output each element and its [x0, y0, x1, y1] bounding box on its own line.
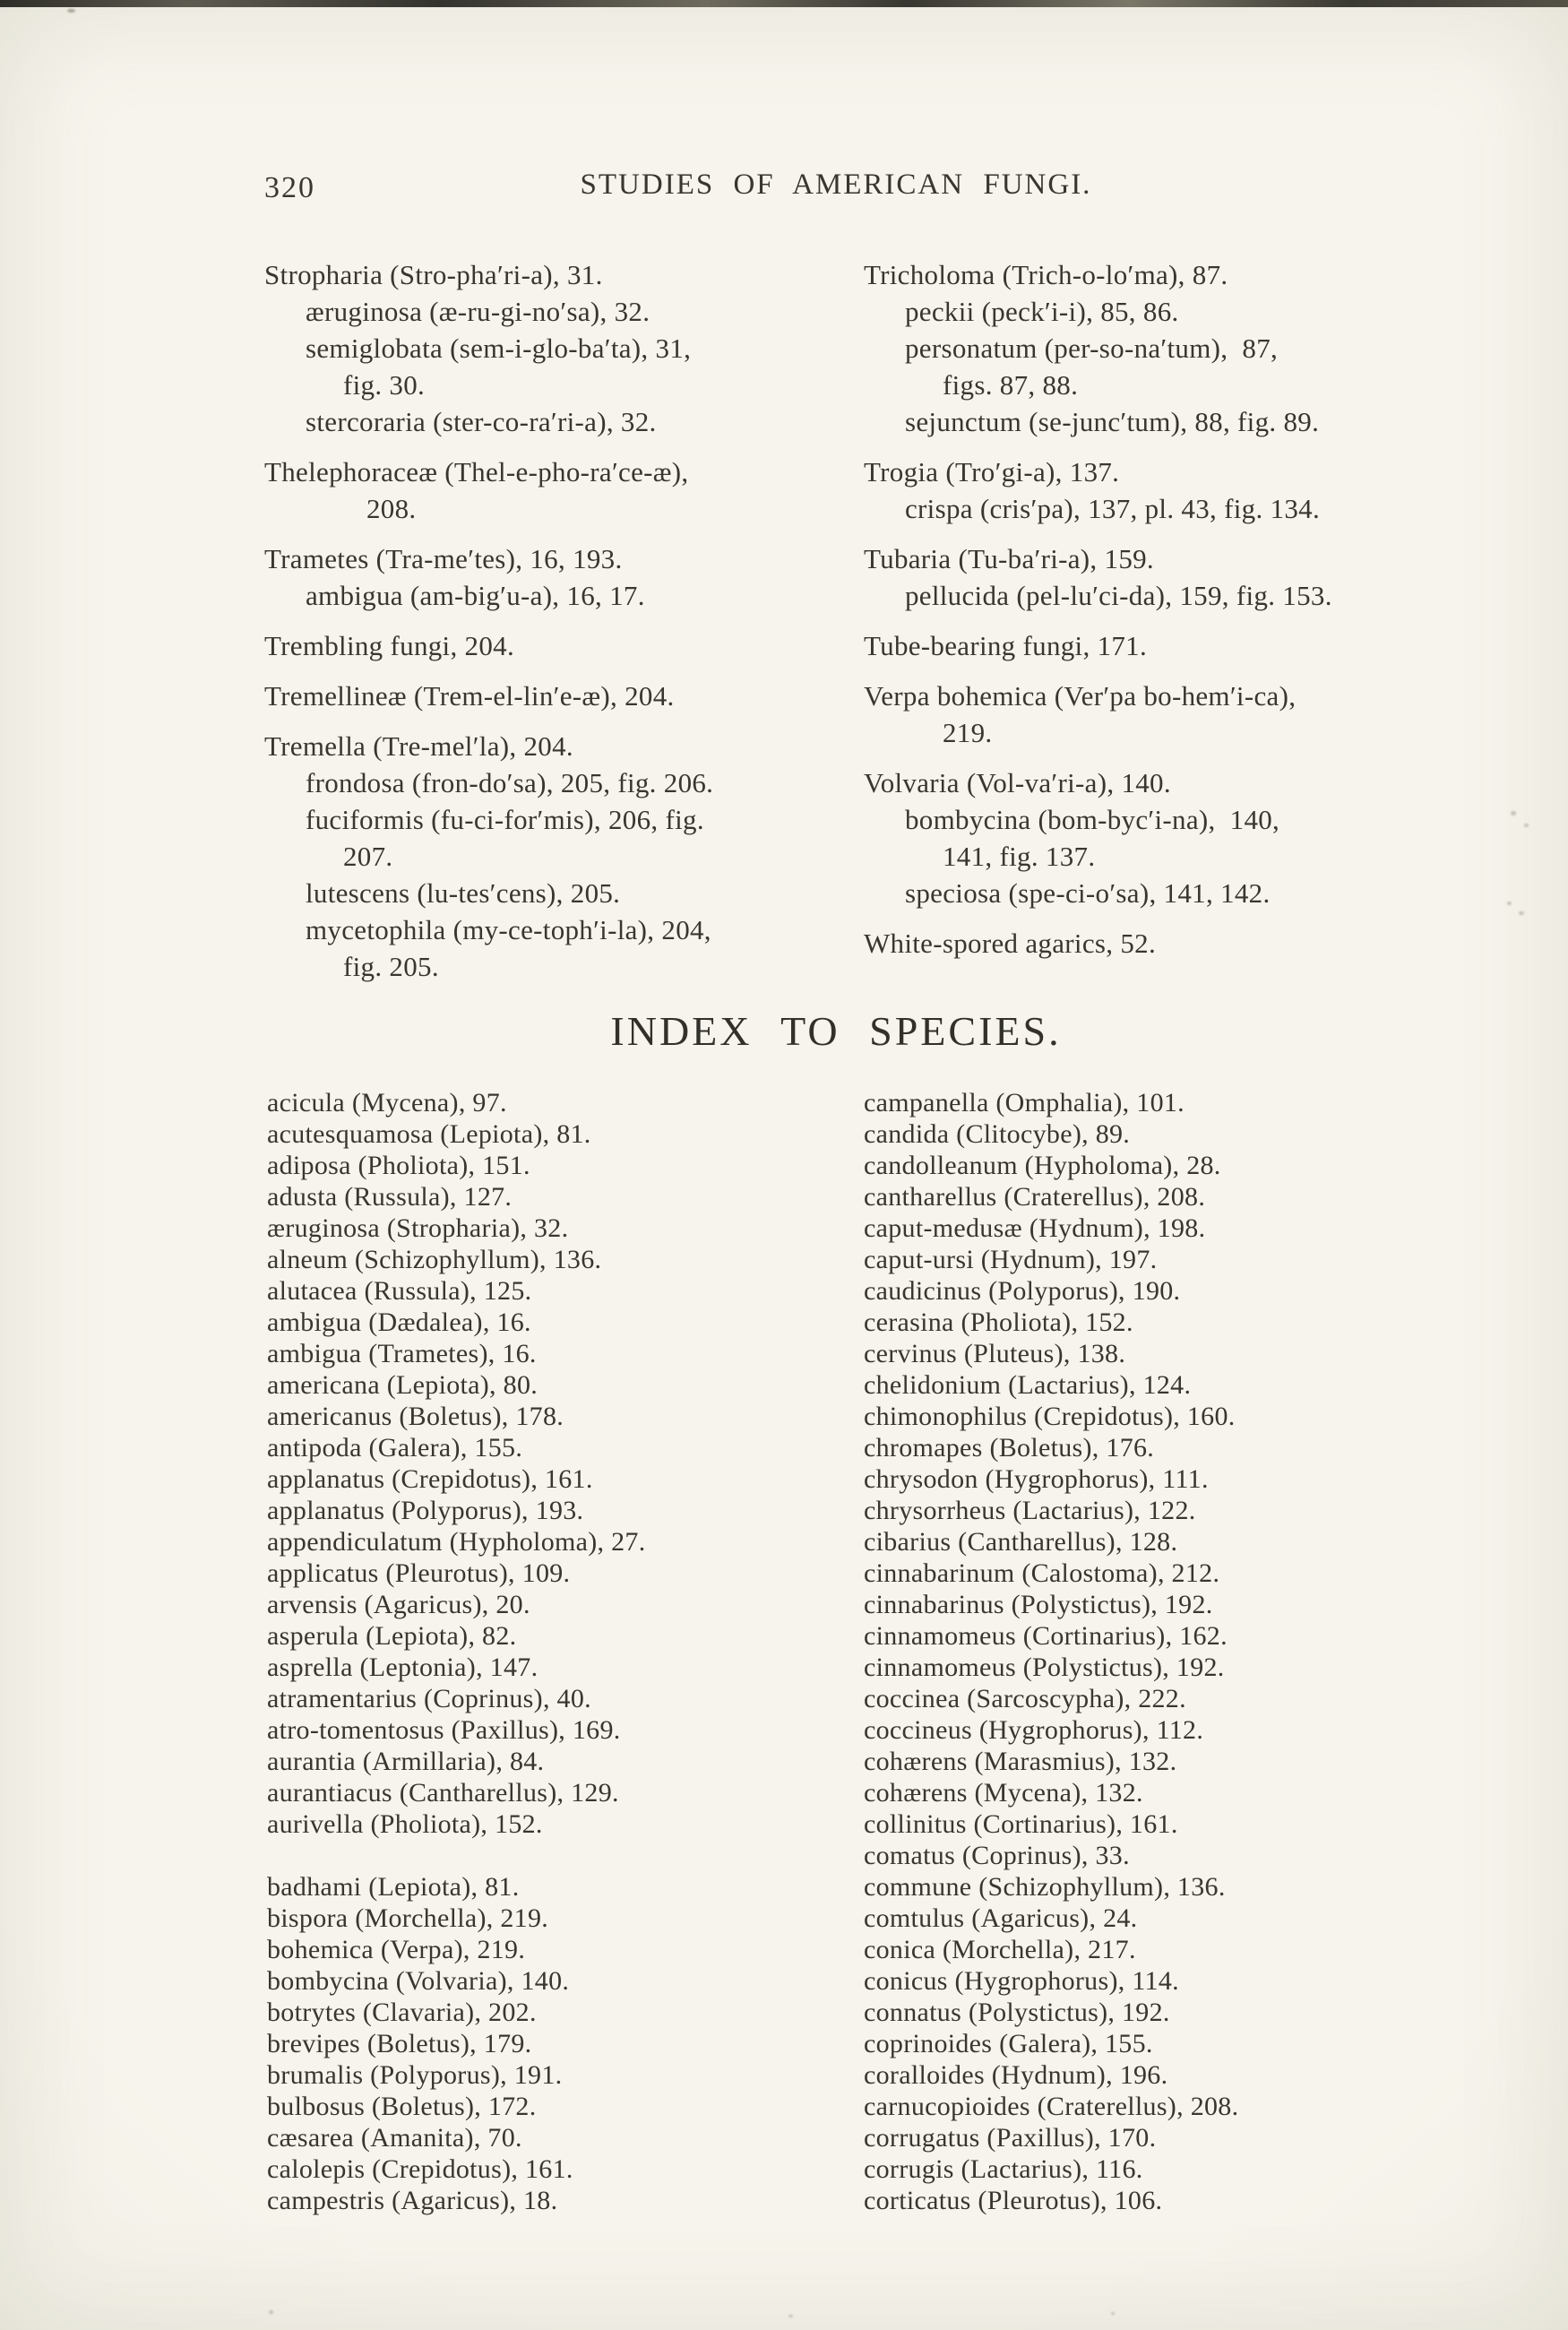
index-entry: bombycina (bom-byc′i-na), 140,	[905, 804, 1280, 835]
index-group	[864, 764, 1412, 911]
index-entry: bulbosus (Boletus), 172.	[267, 2092, 537, 2121]
index-entry: chelidonium (Lactarius), 124.	[864, 1370, 1192, 1400]
index-entry: Tube-bearing fungi, 171.	[864, 630, 1148, 661]
index-group	[267, 1087, 815, 1840]
index-entry: conicus (Hygrophorus), 114.	[864, 1966, 1179, 1996]
index-entry: campanella (Omphalia), 101.	[864, 1088, 1185, 1118]
index-entry: chrysorrheus (Lactarius), 122.	[864, 1496, 1196, 1525]
index-entry: caudicinus (Polyporus), 190.	[864, 1276, 1181, 1306]
index-entry: speciosa (spe-ci-o′sa), 141, 142.	[905, 877, 1271, 909]
index-entry: æruginosa (Stropharia), 32.	[267, 1213, 569, 1243]
index-entry: cervinus (Pluteus), 138.	[864, 1339, 1126, 1368]
index-entry: pellucida (pel-lu′ci-da), 159, fig. 153.	[905, 580, 1332, 611]
scan-speck	[1111, 2312, 1115, 2315]
index-group	[864, 453, 1412, 527]
index-entry: cohærens (Mycena), 132.	[864, 1778, 1143, 1808]
index-group	[864, 677, 1412, 751]
index-entry: Stropharia (Stro-pha′ri-a), 31.	[264, 259, 603, 290]
index-entry: æruginosa (æ-ru-gi-no′sa), 32.	[306, 296, 650, 327]
index-entry: bispora (Morchella), 219.	[267, 1903, 549, 1933]
index-entry: americana (Lepiota), 80.	[267, 1370, 538, 1400]
index-entry: fuciformis (fu-ci-for′mis), 206, fig.	[306, 804, 704, 835]
index-entry: ambigua (Dædalea), 16.	[267, 1307, 531, 1337]
index-entry: conica (Morchella), 217.	[864, 1935, 1136, 1964]
index-entry: peckii (peck′i-i), 85, 86.	[905, 296, 1179, 327]
index-entry: cinnabarinum (Calostoma), 212.	[864, 1558, 1220, 1588]
index-entry: Trogia (Tro′gi-a), 137.	[864, 456, 1120, 488]
index-entry: cantharellus (Craterellus), 208.	[864, 1182, 1206, 1212]
index-entry: cinnamomeus (Polystictus), 192.	[864, 1653, 1225, 1682]
index-entry: applanatus (Crepidotus), 161.	[267, 1464, 593, 1494]
index-entry: adusta (Russula), 127.	[267, 1182, 513, 1212]
index-entry: Trametes (Tra-me′tes), 16, 193.	[264, 543, 623, 574]
index-entry: coccinea (Sarcoscypha), 222.	[864, 1684, 1186, 1713]
index-entry: figs. 87, 88.	[943, 369, 1079, 401]
running-header: STUDIES OF AMERICAN FUNGI.	[580, 168, 1092, 201]
genus-index-left-column	[264, 256, 813, 998]
index-entry: mycetophila (my-ce-toph′i-la), 204,	[306, 914, 711, 945]
page-number: 320	[264, 171, 315, 204]
scan-speck	[67, 9, 75, 13]
index-entry: ambigua (Trametes), 16.	[267, 1339, 537, 1368]
index-entry: coprinoides (Galera), 155.	[864, 2029, 1153, 2058]
index-entry: aurantia (Armillaria), 84.	[267, 1747, 545, 1776]
scan-speck	[1507, 902, 1512, 905]
index-entry: aurivella (Pholiota), 152.	[267, 1809, 543, 1839]
index-entry: Tremellineæ (Trem-el-lin′e-æ), 204.	[264, 680, 675, 712]
index-entry: brumalis (Polyporus), 191.	[267, 2060, 563, 2090]
index-entry: Thelephoraceæ (Thel-e-pho-ra′ce-æ),	[264, 456, 689, 488]
index-entry: fig. 30.	[343, 369, 426, 401]
index-group	[264, 256, 813, 440]
index-entry: 141, fig. 137.	[943, 841, 1096, 872]
index-entry: alutacea (Russula), 125.	[267, 1276, 532, 1306]
species-index-left-column	[267, 1087, 815, 2248]
scan-speck	[788, 2315, 793, 2317]
index-entry: comatus (Coprinus), 33.	[864, 1841, 1130, 1870]
index-entry: commune (Schizophyllum), 136.	[864, 1872, 1226, 1902]
index-entry: Volvaria (Vol-va′ri-a), 140.	[864, 767, 1171, 798]
index-entry: caput-ursi (Hydnum), 197.	[864, 1245, 1158, 1274]
index-entry: personatum (per-so-na′tum), 87,	[905, 332, 1279, 364]
index-entry: lutescens (lu-tes′cens), 205.	[306, 877, 621, 909]
index-group	[864, 925, 1412, 962]
index-entry: alneum (Schizophyllum), 136.	[267, 1245, 602, 1274]
index-entry: sejunctum (se-junc′tum), 88, fig. 89.	[905, 406, 1320, 437]
index-entry: coralloides (Hydnum), 196.	[864, 2060, 1168, 2090]
genus-index-right-column	[864, 256, 1412, 998]
index-entry: connatus (Polystictus), 192.	[864, 1998, 1170, 2027]
index-entry: brevipes (Boletus), 179.	[267, 2029, 532, 2058]
index-entry: chrysodon (Hygrophorus), 111.	[864, 1464, 1209, 1494]
scan-speck	[1519, 911, 1524, 915]
index-entry: applanatus (Polyporus), 193.	[267, 1496, 584, 1525]
index-entry: atro-tomentosus (Paxillus), 169.	[267, 1715, 621, 1745]
index-entry: bohemica (Verpa), 219.	[267, 1935, 526, 1964]
index-entry: corrugis (Lactarius), 116.	[864, 2154, 1143, 2184]
index-entry: Trembling fungi, 204.	[264, 630, 515, 661]
index-entry: chromapes (Boletus), 176.	[864, 1433, 1155, 1463]
scan-speck	[1524, 824, 1529, 827]
index-entry: asperula (Lepiota), 82.	[267, 1621, 517, 1651]
index-entry: appendiculatum (Hypholoma), 27.	[267, 1527, 646, 1557]
index-entry: cibarius (Cantharellus), 128.	[864, 1527, 1178, 1557]
index-entry: asprella (Leptonia), 147.	[267, 1653, 538, 1682]
index-entry: caput-medusæ (Hydnum), 198.	[864, 1213, 1206, 1243]
index-entry: comtulus (Agaricus), 24.	[864, 1903, 1138, 1933]
index-entry: crispa (cris′pa), 137, pl. 43, fig. 134.	[905, 493, 1321, 524]
index-entry: corrugatus (Paxillus), 170.	[864, 2123, 1157, 2153]
index-entry: White-spored agarics, 52.	[864, 928, 1156, 959]
index-entry: 207.	[343, 841, 393, 872]
index-group	[264, 627, 813, 664]
index-entry: cohærens (Marasmius), 132.	[864, 1747, 1177, 1776]
index-entry: chimonophilus (Crepidotus), 160.	[864, 1402, 1236, 1431]
index-entry: bombycina (Volvaria), 140.	[267, 1966, 570, 1996]
index-entry: applicatus (Pleurotus), 109.	[267, 1558, 571, 1588]
index-entry: 208.	[366, 493, 417, 524]
index-entry: cinnamomeus (Cortinarius), 162.	[864, 1621, 1228, 1651]
index-entry: frondosa (fron-do′sa), 205, fig. 206.	[306, 767, 714, 798]
species-index-right-column	[864, 1087, 1412, 2248]
index-entry: arvensis (Agaricus), 20.	[267, 1590, 530, 1619]
index-entry: badhami (Lepiota), 81.	[267, 1872, 520, 1902]
scan-speck	[269, 2310, 273, 2314]
index-entry: cerasina (Pholiota), 152.	[864, 1307, 1133, 1337]
index-entry: americanus (Boletus), 178.	[267, 1402, 564, 1431]
index-entry: Tubaria (Tu-ba′ri-a), 159.	[864, 543, 1154, 574]
index-entry: acutesquamosa (Lepiota), 81.	[267, 1119, 591, 1149]
species-index-section	[267, 1087, 1412, 2248]
index-entry: corticatus (Pleurotus), 106.	[864, 2186, 1163, 2215]
index-entry: campestris (Agaricus), 18.	[267, 2186, 558, 2215]
index-entry: Verpa bohemica (Ver′pa bo-hem′i-ca),	[864, 680, 1297, 712]
index-entry: calolepis (Crepidotus), 161.	[267, 2154, 573, 2184]
index-entry: candida (Clitocybe), 89.	[864, 1119, 1131, 1149]
index-group	[864, 627, 1412, 664]
index-entry: Tremella (Tre-mel′la), 204.	[264, 730, 573, 762]
index-group	[864, 540, 1412, 614]
index-entry: collinitus (Cortinarius), 161.	[864, 1809, 1178, 1839]
genus-index-section	[264, 256, 1412, 998]
index-entry: coccineus (Hygrophorus), 112.	[864, 1715, 1204, 1745]
scan-speck	[1511, 811, 1516, 816]
index-entry: carnucopioides (Craterellus), 208.	[864, 2092, 1239, 2121]
index-group	[267, 1871, 815, 2216]
species-index-heading: INDEX TO SPECIES.	[610, 1008, 1062, 1054]
index-entry: candolleanum (Hypholoma), 28.	[864, 1151, 1221, 1180]
index-entry: semiglobata (sem-i-glo-ba′ta), 31,	[306, 332, 692, 364]
index-entry: ambigua (am-big′u-a), 16, 17.	[306, 580, 645, 611]
index-entry: antipoda (Galera), 155.	[267, 1433, 523, 1463]
index-entry: cinnabarinus (Polystictus), 192.	[864, 1590, 1213, 1619]
index-entry: Tricholoma (Trich-o-lo′ma), 87.	[864, 259, 1228, 290]
index-group	[264, 540, 813, 614]
page-header-row	[264, 168, 1408, 208]
index-entry: acicula (Mycena), 97.	[267, 1088, 507, 1118]
index-entry: 219.	[943, 717, 993, 748]
index-group	[264, 453, 813, 527]
index-entry: adiposa (Pholiota), 151.	[267, 1151, 530, 1180]
index-entry: fig. 205.	[343, 951, 439, 982]
index-group	[864, 256, 1412, 440]
index-entry: atramentarius (Coprinus), 40.	[267, 1684, 591, 1713]
index-entry: botrytes (Clavaria), 202.	[267, 1998, 537, 2027]
scan-edge-artifact	[0, 0, 1568, 7]
index-group	[864, 1087, 1412, 2216]
index-entry: stercoraria (ster-co-ra′ri-a), 32.	[306, 406, 657, 437]
index-group	[264, 677, 813, 714]
index-group	[264, 728, 813, 985]
index-entry: cæsarea (Amanita), 70.	[267, 2123, 522, 2153]
index-entry: aurantiacus (Cantharellus), 129.	[267, 1778, 619, 1808]
